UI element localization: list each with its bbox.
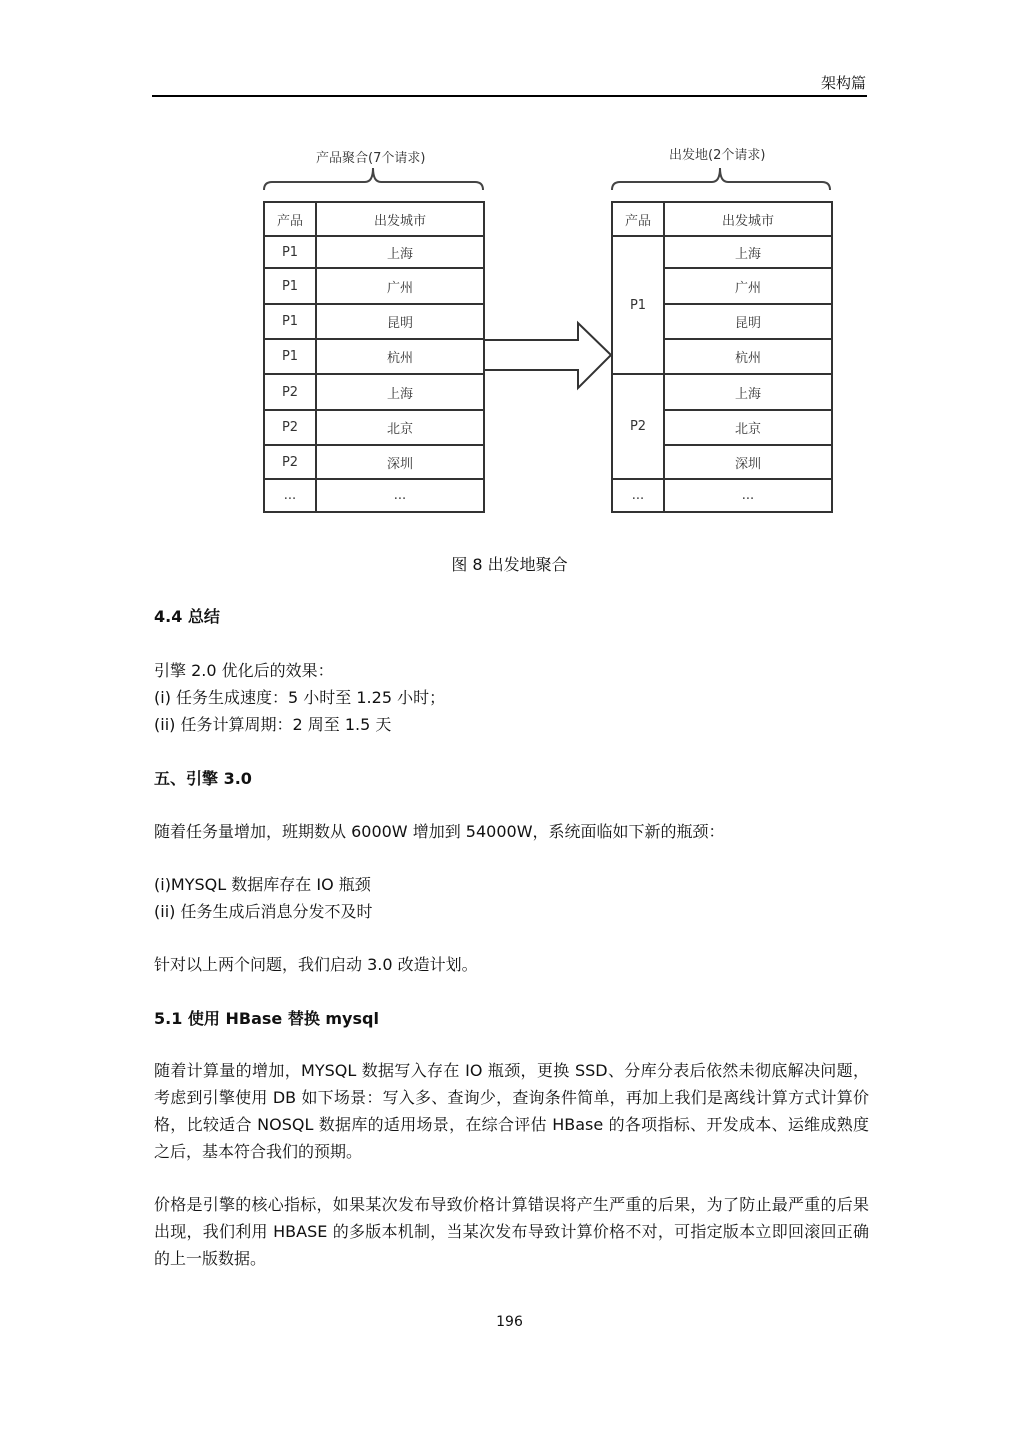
- text-line: (i) 任务生成速度：5 小时至 1.25 小时；: [154, 688, 446, 707]
- city-cell: 昆明: [664, 304, 832, 339]
- header-city: 出发城市: [316, 202, 484, 236]
- arrow-icon: [484, 323, 611, 388]
- product-cell: ...: [264, 479, 316, 512]
- left-brace: [264, 168, 483, 190]
- left-brace-label: 产品聚合(7个请求): [316, 151, 426, 166]
- product-cell: P2: [264, 410, 316, 445]
- city-cell: 北京: [664, 410, 832, 445]
- city-cell: 上海: [316, 236, 484, 268]
- list-item: (ii) 任务生成后消息分发不及时: [154, 902, 373, 921]
- page-number: 196: [496, 1314, 523, 1330]
- table-row: [264, 236, 484, 268]
- text-line: (ii) 任务计算周期：2 周至 1.5 天: [154, 715, 392, 734]
- table-row: [264, 410, 484, 445]
- paragraph: 针对以上两个问题，我们启动 3.0 改造计划。: [154, 955, 478, 974]
- table-row: [264, 268, 484, 304]
- city-cell: 北京: [316, 410, 484, 445]
- city-cell: 上海: [664, 236, 832, 268]
- city-cell: 杭州: [316, 339, 484, 374]
- city-cell: 深圳: [664, 445, 832, 479]
- city-cell: 上海: [316, 374, 484, 410]
- product-cell: P1: [264, 339, 316, 374]
- city-cell: 广州: [316, 268, 484, 304]
- product-cell: P1: [264, 268, 316, 304]
- table-row: [264, 479, 484, 512]
- table-row: [264, 445, 484, 479]
- product-cell: P2: [264, 445, 316, 479]
- city-cell: ...: [664, 479, 832, 512]
- product-cell: ...: [612, 479, 664, 512]
- city-cell: 广州: [664, 268, 832, 304]
- paragraph: 随着任务量增加，班期数从 6000W 增加到 54000W，系统面临如下新的瓶颈：: [154, 822, 725, 841]
- running-header: 架构篇: [820, 74, 866, 92]
- heading-5-1: 5.1 使用 HBase 替换 mysql: [154, 1009, 379, 1028]
- city-cell: 昆明: [316, 304, 484, 339]
- product-cell: P2: [612, 374, 664, 479]
- header-product: 产品: [612, 202, 664, 236]
- product-cell: P1: [264, 236, 316, 268]
- table-row: [264, 304, 484, 339]
- table-row: [264, 339, 484, 374]
- text-line: 引擎 2.0 优化后的效果：: [154, 661, 334, 680]
- city-cell: 上海: [664, 374, 832, 410]
- product-cell: P1: [612, 236, 664, 374]
- product-cell: P2: [264, 374, 316, 410]
- paragraph: 价格是引擎的核心指标，如果某次发布导致价格计算错误将产生严重的后果，为了防止最严重的后果出现，我们利用 HBASE 的多版本机制，当某次发布导致计算价格不对，可指定版本立即回滚回正确的上一版数据。: [154, 1195, 869, 1268]
- left-table: [263, 201, 485, 513]
- city-cell: 深圳: [316, 445, 484, 479]
- table-row: [264, 374, 484, 410]
- header-product: 产品: [264, 202, 316, 236]
- table-row: [612, 479, 832, 512]
- table-row: [612, 374, 832, 410]
- product-cell: P1: [264, 304, 316, 339]
- right-brace: [612, 168, 830, 190]
- diagram-braces-arrow: [0, 0, 1019, 540]
- header-city: 出发城市: [664, 202, 832, 236]
- paragraph: 随着计算量的增加，MYSQL 数据写入存在 IO 瓶颈，更换 SSD、分库分表后依然未彻底解决问题，考虑到引擎使用 DB 如下场景：写入多、查询少，查询条件简单，再加上我们是离线计算方式计算价格，比较适合 NOSQL 数据库的适用场景，在综合评估 HBase 的各项指标、开发成本、运维成熟度之后，基本符合我们的预期。: [154, 1061, 869, 1161]
- heading-5: 五、引擎 3.0: [154, 769, 252, 788]
- table-row: [612, 236, 832, 268]
- figure-caption: 图 8 出发地聚合: [451, 555, 568, 574]
- list-item: (i)MYSQL 数据库存在 IO 瓶颈: [154, 875, 371, 894]
- right-brace-label: 出发地(2个请求): [669, 148, 766, 163]
- right-table: [611, 201, 833, 513]
- city-cell: 杭州: [664, 339, 832, 374]
- heading-4-4: 4.4 总结: [154, 607, 220, 626]
- city-cell: ...: [316, 479, 484, 512]
